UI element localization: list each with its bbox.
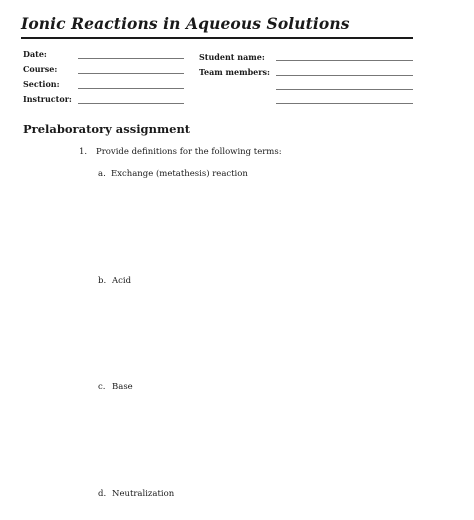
date-line[interactable]	[78, 58, 184, 59]
part-b-term: Acid	[112, 276, 132, 286]
title-divider	[21, 37, 413, 39]
part-a-term: Exchange (metathesis) reaction	[111, 169, 248, 179]
part-d-term: Neutralization	[112, 489, 175, 499]
section-line[interactable]	[78, 88, 184, 89]
team-member-line-3[interactable]	[276, 103, 413, 104]
part-c-term: Base	[112, 382, 133, 392]
date-label: Date:	[23, 49, 47, 59]
section-label: Section:	[23, 79, 60, 89]
prelab-heading: Prelaboratory assignment	[23, 122, 191, 136]
student-name-line[interactable]	[276, 60, 413, 61]
student-name-label: Student name:	[199, 52, 265, 62]
part-a-letter: a.	[98, 169, 106, 179]
course-line[interactable]	[78, 73, 184, 74]
worksheet-title: Ionic Reactions in Aqueous Solutions	[21, 14, 350, 33]
question-1-text: Provide definitions for the following terms:	[96, 147, 282, 157]
question-1-number: 1.	[79, 147, 88, 157]
team-member-line-1[interactable]	[276, 75, 413, 76]
part-d-letter: d.	[98, 489, 107, 499]
part-c-letter: c.	[98, 382, 106, 392]
course-label: Course:	[23, 64, 58, 74]
team-members-label: Team members:	[199, 67, 270, 77]
instructor-label: Instructor:	[23, 94, 72, 104]
instructor-line[interactable]	[78, 103, 184, 104]
team-member-line-2[interactable]	[276, 89, 413, 90]
part-b-letter: b.	[98, 276, 107, 286]
